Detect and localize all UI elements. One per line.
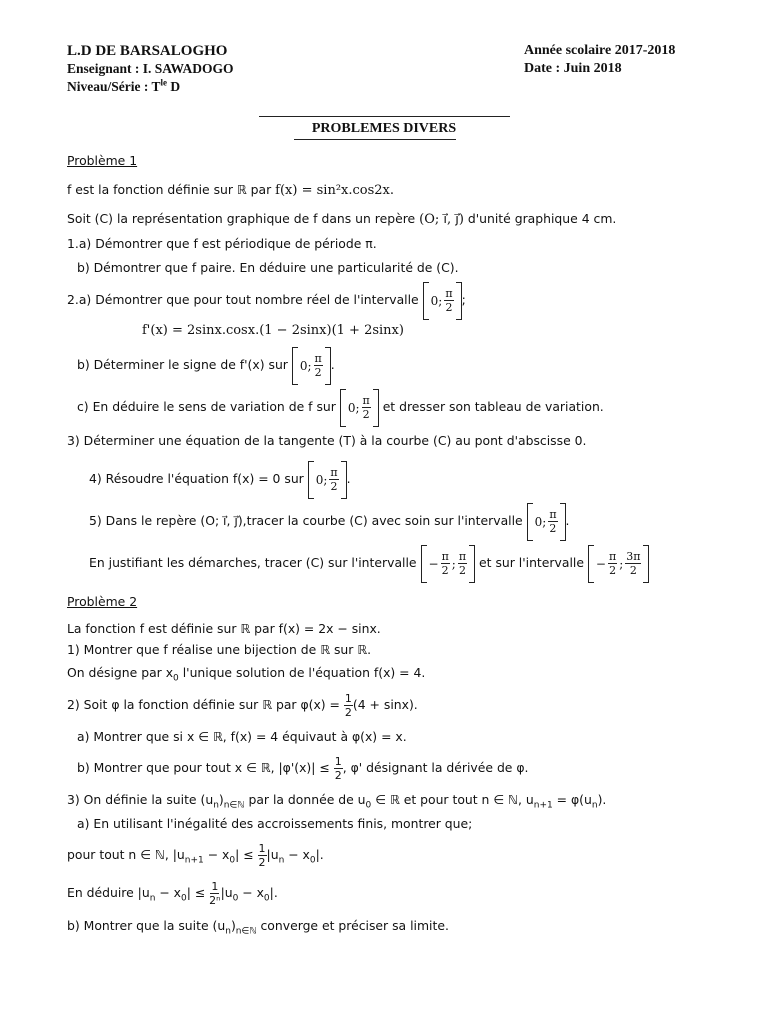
p1-definition: f est la fonction définie sur ℝ par f(x) = sin²x.cos2x. [67, 182, 395, 198]
p2-deduce: En déduire $|u_n - x_0|$ ≤ $\frac{1}{\text{2ⁿ}}$ $|u_0 - x_0|$. [67, 880, 278, 907]
p2-q2a: a) Montrer que si x ∈ ℝ, f(x) = 4 équivaut à φ(x) = x. [77, 729, 407, 744]
header-right [524, 42, 675, 78]
p1-q2a: 2.a) Démontrer que pour tout nombre réel de l'intervalle 0; $\frac{\pi}{2}$ ; [67, 279, 466, 322]
level-series: Niveau/Série : $T^{le}$ D [67, 77, 181, 94]
exam-date: Date : Juin 2018 [524, 61, 622, 76]
interval-0-pi-2: 0; $\frac{\pi}{2}$ [423, 280, 462, 322]
p2-q3: 3) On définie la suite $(u_n)_{n\in ℕ}$ par la donnée de $u_0$ ∈ ℝ et pour tout n ∈ ℕ, $u_{n+1} = \varphi(u_n)$. [67, 792, 607, 811]
p2-q2b: b) Montrer que pour tout x ∈ ℝ, |φ'(x)| ≤ $\frac{1}{2}$ , φ' désignant la dérivée de φ. [77, 755, 529, 782]
p1-derivative-formula: f'(x) = 2sinx.cosx.(1 − 2sinx)(1 + 2sinx) [142, 323, 404, 338]
school-year: Année scolaire 2017-2018 [524, 43, 676, 58]
p2-q1: 1) Montrer que f réalise une bijection de ℝ sur ℝ. [67, 642, 372, 657]
p2-definition: La fonction f est définie sur ℝ par f(x) = 2x − sinx. [67, 621, 381, 636]
page-title: PROBLEMES DIVERS [311, 121, 457, 136]
p2-q3a: a) En utilisant l'inégalité des accroissements finis, montrer que; [77, 816, 473, 831]
p2-inequality: pour tout n ∈ ℕ, $|u_{n+1} - x_0|$ ≤ $\frac{1}{2}$ $|u_n - x_0|$. [67, 842, 324, 869]
p1-q2b: b) Déterminer le signe de f'(x) sur 0; $\frac{\pi}{2}$ . [77, 344, 335, 387]
title-rule-bottom [294, 139, 456, 140]
p2-x0-def: On désigne par $x_0$ l'unique solution de l'équation f(x) = 4. [67, 665, 426, 684]
school-name: L.D DE BARSALOGHO [67, 43, 228, 59]
p1-q1a: 1.a) Démontrer que f est périodique de période π. [67, 236, 377, 251]
p1-q2c: c) En déduire le sens de variation de f sur 0; $\frac{\pi}{2}$ et dresser son tableau de variation. [77, 386, 604, 429]
title-rule-top [259, 116, 510, 117]
p2-q3b: b) Montrer que la suite $(u_n)_{n\in ℕ}$ converge et préciser sa limite. [67, 918, 449, 937]
p2-q2: 2) Soit φ la fonction définie sur ℝ par φ(x) = $\frac{1}{2}$ (4 + sinx). [67, 692, 418, 719]
p1-q4: 4) Résoudre l'équation f(x) = 0 sur 0; $\frac{\pi}{2}$ . [89, 458, 351, 501]
header-left [67, 42, 234, 96]
teacher-name: Enseignant : I. SAWADOGO [67, 61, 234, 76]
p1-q1b: b) Démontrer que f paire. En déduire une particularité de (C). [77, 260, 459, 275]
p1-q5: 5) Dans le repère (O; i⃗, j⃗),tracer la courbe (C) avec soin sur l'intervalle 0; $\frac{\pi}{2}$ . [89, 500, 570, 543]
p1-q3: 3) Déterminer une équation de la tangente (T) à la courbe (C) au pont d'abscisse 0. [67, 433, 587, 448]
problem-2-heading: Problème 2 [67, 594, 138, 609]
p1-curve-intro: Soit (C) la représentation graphique de f dans un repère (O; i⃗, j⃗) d'unité graphique 4 cm. [67, 211, 617, 227]
problem-1-heading: Problème 1 [67, 153, 138, 168]
p1-q6: En justifiant les démarches, tracer (C) sur l'intervalle − $\frac{\pi}{2}$ ; $\frac{\pi}{2}$ et sur l'intervalle − $\frac{\pi}{2}$ ; $\frac{3\pi}{2}$ [89, 542, 649, 585]
